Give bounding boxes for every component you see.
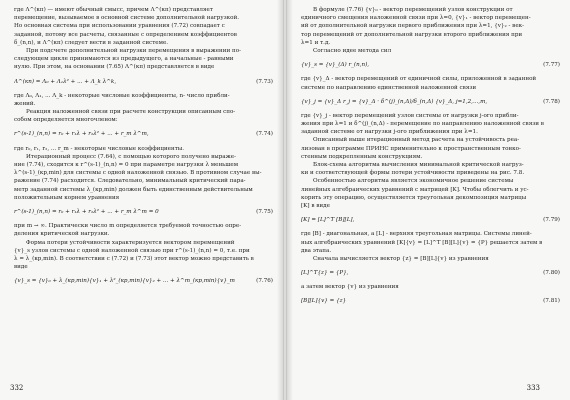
text-line	[301, 145, 560, 153]
line-text: жения при λ=1 и δ^(j)_(n,Δ) - перемещение по направлению наложенной связи в	[301, 121, 544, 128]
text-line	[14, 161, 273, 169]
equation-number: (7.75)	[256, 208, 273, 215]
text-line	[301, 153, 560, 161]
line-text: где {v}_Δ - вектор перемещений от единичной силы, приложенной в заданной	[301, 76, 537, 83]
text-line	[301, 247, 560, 255]
equation-text: r^(s-1)_(n,n) = r₀ + r₁λ + r₂λ² + ... + r_m λ^m = 0	[14, 208, 159, 215]
equation-text: {v}_j = {v}_Δ r_j = {v}_Δ · δ^(j)_(n,Δ)/δ_(n,Δ) {v}_Δ, j=1,2,...,m,	[301, 98, 488, 105]
text-line	[14, 92, 273, 100]
line-text: заданной, потому все расчеты, связанные с определением коэффициентов	[14, 31, 237, 38]
line-text: корить эту операцию, осуществляется треугольная декомпозиция матрицы	[301, 194, 527, 201]
equation-line	[14, 208, 273, 216]
line-text: системе по направлению единственной наложенной связи	[301, 84, 477, 91]
equation-number: (7.76)	[256, 278, 273, 285]
text-line	[301, 202, 560, 210]
text-line	[14, 31, 273, 39]
equation-line	[14, 277, 273, 285]
text-line	[14, 63, 273, 71]
equation-number: (7.74)	[256, 131, 273, 138]
line-text: [K] в виде	[301, 202, 330, 209]
equation-text: [B][L]{v} = {z}	[301, 298, 347, 305]
text-line	[14, 230, 273, 238]
line-text: Описанный выше итерационный метод расчета на устойчивость реа-	[313, 137, 520, 144]
text-line	[14, 239, 273, 247]
equation-line	[301, 216, 560, 224]
line-text: где Λ₀, Λ₁, ... Λ_k - некоторые числовые коэффициенты, n- число прибли-	[14, 92, 230, 99]
page-shadow	[287, 0, 293, 400]
text-line	[14, 6, 273, 14]
text-line	[14, 177, 273, 185]
text-line	[301, 6, 560, 14]
text-line	[14, 39, 273, 47]
page-number-left: 332	[10, 384, 24, 392]
text-line	[14, 116, 273, 124]
text-line	[14, 247, 273, 255]
text-line	[14, 194, 273, 202]
line-text: Сначала вычисляется вектор {z} = [B][L]{v} из уравнения	[313, 255, 489, 262]
text-line	[14, 55, 273, 63]
equation-line	[301, 98, 560, 106]
text-line	[301, 194, 560, 202]
equation-number: (7.78)	[543, 98, 560, 105]
right-page	[287, 0, 570, 400]
line-text: λ^(s-1)_(кр,min) для системы с одной наложенной связью. В противном случае вы-	[14, 170, 262, 177]
text-line	[14, 108, 273, 116]
line-text: положительным корнем уравнения	[14, 194, 120, 201]
line-text: Но основная система при использовании уравнения (7.72) совпадает с	[14, 23, 225, 30]
equation-line	[14, 78, 273, 86]
equation-text: r^(s-1)_(n,n) = r₀ + r₁λ + r₂λ² + ... + r_m λ^m,	[14, 131, 149, 138]
line-text: Итерационный процесс (7.64), с помощью которого получено выраже-	[26, 153, 236, 160]
line-text: лизован в программе ПРИНС применительно к пространственным тонко-	[301, 145, 521, 152]
line-text: В формуле (7.76) {v}₀ - вектор перемещений узлов конструкции от	[313, 7, 513, 13]
line-text: Форма потери устойчивости характеризуется вектором перемещений	[26, 239, 235, 246]
text-line	[14, 263, 273, 271]
text-line	[301, 255, 560, 263]
text-line	[14, 22, 273, 30]
line-text: где {v}_j - вектор перемещений узлов системы от нагрузки j-ого прибли-	[301, 112, 519, 119]
left-page	[0, 0, 283, 400]
text-line	[14, 255, 273, 263]
line-text: ражение (7.74) расходится. Следовательно, минимальный критический пара-	[14, 178, 246, 185]
line-text: λ = λ_(кр,min). В соответствии с (7.72) и (7.73) этот вектор можно представить в	[14, 255, 254, 262]
equation-text: [L]^T{z} = {P},	[301, 270, 349, 277]
text-line	[14, 14, 273, 22]
equation-number: (7.81)	[543, 298, 560, 305]
line-text: линейных алгебраических уравнений с матрицей [K]. Чтобы облегчить и ус-	[301, 186, 529, 193]
line-text: δ_(n,n), и Λ^(кп) следует вести в заданной системе.	[14, 39, 169, 46]
line-text: ние (7.74), сходится к r^(s-1)_(n,n) = 0 при параметре нагрузки λ меньшем	[14, 162, 239, 168]
text-line	[14, 186, 273, 194]
text-line	[14, 145, 273, 153]
line-text: при m → ∞. Практически число m определяется требуемой точностью опре-	[14, 223, 242, 230]
text-line	[301, 283, 560, 291]
line-text: Согласно идее метода сил	[313, 47, 392, 54]
text-line	[301, 177, 560, 185]
line-text: собом определяется многочленом:	[14, 117, 118, 124]
equation-text: {v}_s = {v}_(Δ) r_(n,n),	[301, 62, 370, 69]
text-line	[301, 230, 560, 238]
line-text: где [B] - диагональная, а [L] - верхняя треугольная матрицы. Системы линей-	[301, 231, 532, 238]
equation-line	[301, 61, 560, 69]
left-page-text	[14, 6, 273, 285]
equation-text: {v}_s = {v}₀ + λ_(кр,min){v}₁ + λ²_(кр,min){v}₂ + ... + λ^m_(кр,min){v}_m	[14, 278, 235, 285]
text-line	[14, 100, 273, 108]
equation-line	[14, 130, 273, 138]
line-text: деления критической нагрузки.	[14, 231, 110, 238]
text-line	[301, 31, 560, 39]
line-text: Особенностью алгоритма является экономичное решение системы	[313, 178, 514, 185]
line-text: ий от дополнительной нагрузки первого приближения при λ=1, {v}₂ - век-	[301, 23, 525, 30]
text-line	[301, 84, 560, 92]
text-line	[301, 14, 560, 22]
equation-line	[301, 297, 560, 305]
text-line	[14, 47, 273, 55]
line-text: ных алгебраических уравнений [K]{v} = [L]^T [B][L]{v} = {P} решается затем в	[301, 239, 543, 246]
equation-number: (7.80)	[543, 270, 560, 277]
line-text: Реакция наложенной связи при расчете конструкции описанным спо-	[26, 109, 236, 116]
line-text: где r₀, r₁, r₂, ... r_m - некоторые числовые коэффициенты.	[14, 145, 185, 152]
equation-text: Λ^(кп) = Λ₀ + Λ₁λ² + ... + Λ_k λ^k,	[14, 78, 117, 85]
line-text: заданной системе от нагрузки j-ого приближения при λ=1.	[301, 129, 478, 136]
line-text: два этапа.	[301, 247, 332, 254]
text-line	[14, 153, 273, 161]
text-line	[301, 128, 560, 136]
line-text: ки и соответствующей формы потери устойчивости приведены на рис. 7.8.	[301, 170, 525, 177]
line-text: а затем вектор {v} из уравнения	[301, 284, 399, 291]
text-line	[301, 169, 560, 177]
text-line	[14, 169, 273, 177]
line-text: При подсчете дополнительной нагрузки перемещения в выражении по-	[26, 47, 241, 54]
equation-number: (7.73)	[256, 78, 273, 85]
line-text: метр заданной системы λ_(кр,min) должен быть единственным действительным	[14, 186, 253, 193]
equation-number: (7.77)	[543, 62, 560, 69]
line-text: жений.	[14, 100, 36, 107]
equation-line	[301, 269, 560, 277]
page-number-right: 333	[526, 384, 540, 392]
text-line	[301, 47, 560, 55]
line-text: тор перемещений от дополнительной нагрузки второго приближения при	[301, 31, 523, 38]
text-line	[301, 39, 560, 47]
line-text: {v}_s узлов системы с одной наложенной связью при r^(s-1)_(n,n) = 0, т.е. при	[14, 247, 250, 254]
line-text: стенным подкрепленным конструкциям.	[301, 153, 423, 160]
text-line	[301, 186, 560, 194]
line-text: λ=1 и т.д.	[301, 39, 331, 46]
line-text: перемещение, вызываемое в основной системе дополнительной нагрузкой.	[14, 15, 240, 22]
text-line	[14, 222, 273, 230]
line-text: следующем цикле принимаются из предыдущего, а начальные - равными	[14, 56, 234, 63]
text-line	[301, 239, 560, 247]
text-line	[301, 161, 560, 169]
line-text: нулю. При этом, на основании (7.65) Λ^(кп) представляется в виде	[14, 64, 215, 71]
text-line	[301, 136, 560, 144]
line-text: Блок-схема алгоритма вычисления минимальной критической нагруз-	[313, 162, 524, 168]
text-line	[301, 75, 560, 83]
line-text: единичного смещения наложенной связи при λ=0, {v}₁ - вектор перемещен-	[301, 15, 531, 22]
text-line	[301, 22, 560, 30]
text-line	[301, 120, 560, 128]
right-page-text	[301, 6, 560, 306]
equation-text: [K] = [L]^T [B][L],	[301, 217, 355, 224]
line-text: где Λ^(кп) — имеют обычный смысс, причем Λ^(кп) представляет	[14, 7, 213, 13]
equation-number: (7.79)	[543, 217, 560, 224]
line-text: виде	[14, 264, 28, 271]
text-line	[301, 112, 560, 120]
